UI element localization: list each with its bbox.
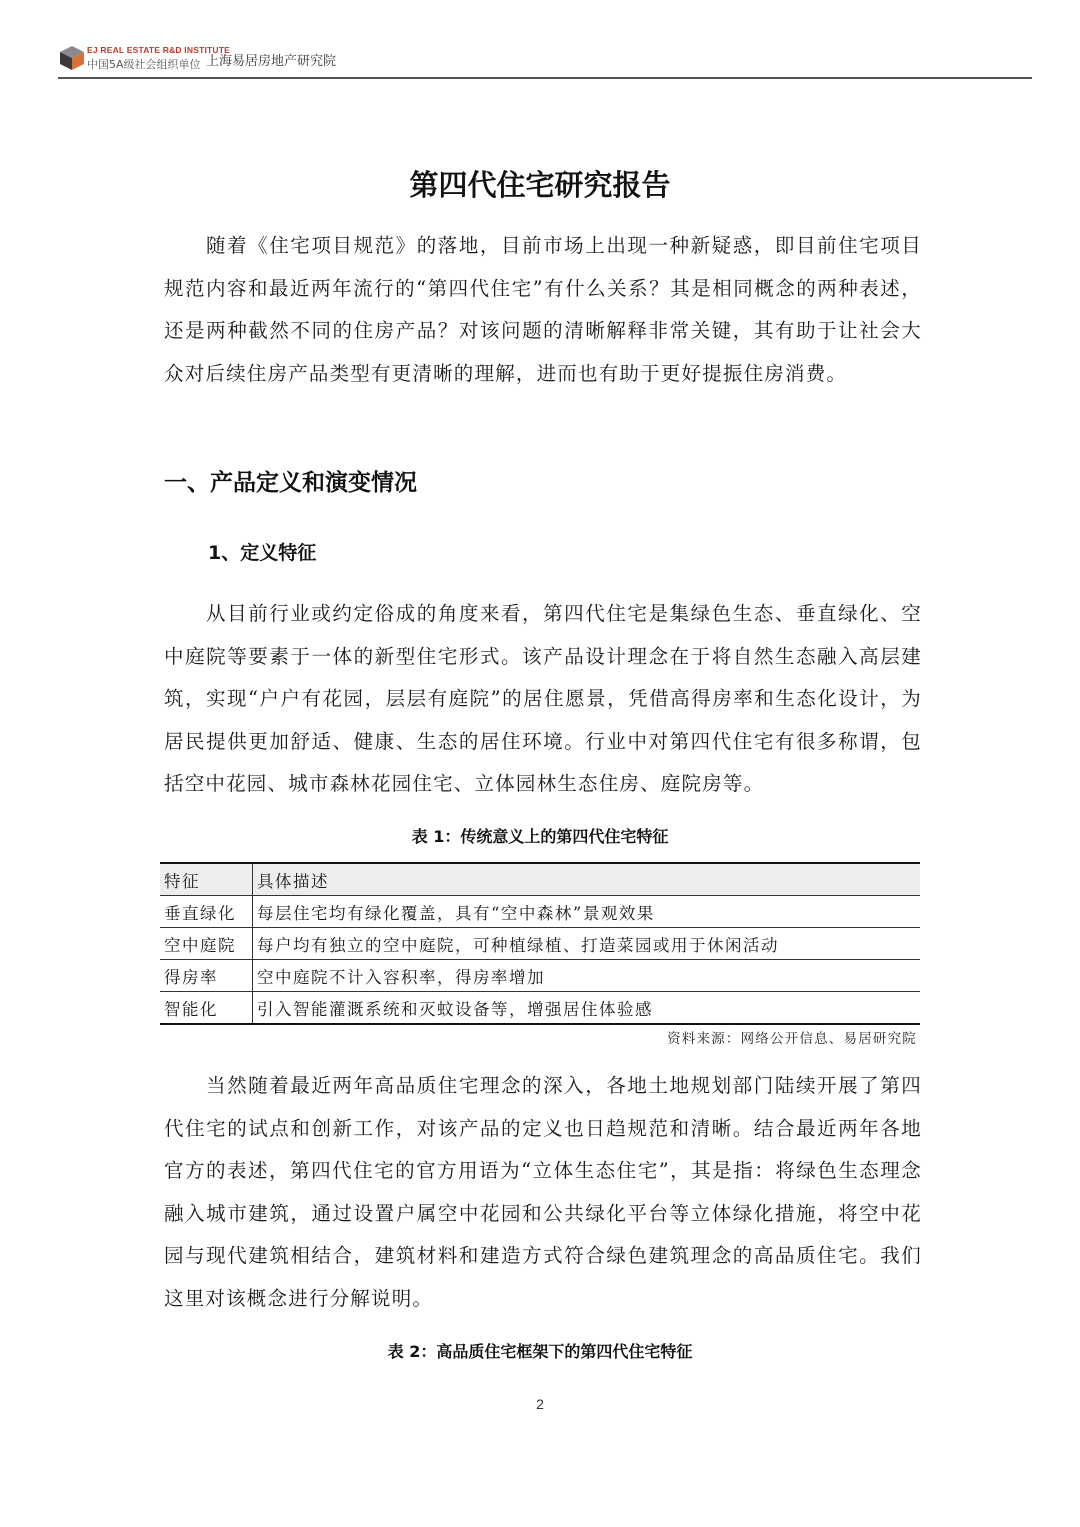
feature-cell: 得房率	[160, 960, 253, 992]
description-cell: 每户均有独立的空中庭院，可种植绿植、打造菜园或用于休闲活动	[253, 928, 921, 960]
table-row	[160, 960, 920, 992]
description-cell: 每层住宅均有绿化覆盖，具有“空中森林”景观效果	[253, 896, 921, 928]
table-source-note: 资料来源：网络公开信息、易居研究院	[667, 1031, 917, 1047]
feature-cell: 空中庭院	[160, 928, 253, 960]
cube-logo-icon	[58, 44, 86, 72]
brand-english-name: EJ REAL ESTATE R&D INSTITUTE	[87, 45, 231, 55]
section-heading: 一、产品定义和演变情况	[164, 470, 417, 496]
page-number: 2	[536, 1396, 544, 1412]
table-header-row	[160, 863, 920, 896]
subsection-heading: 1、定义特征	[208, 542, 317, 564]
table-row	[160, 992, 920, 1025]
page-header	[58, 44, 1032, 78]
column-header: 特征	[160, 863, 253, 896]
table-row	[160, 928, 920, 960]
brand-subtitle: 中国5A级社会组织单位	[87, 58, 201, 71]
description-cell: 空中庭院不计入容积率，得房率增加	[253, 960, 921, 992]
definition-paragraph: 从目前行业或约定俗成的角度来看，第四代住宅是集绿色生态、垂直绿化、空中庭院等要素于一体的新型住宅形式。该产品设计理念在于将自然生态融入高层建筑，实现“户户有花园，层层有庭院”的居住愿景，凭借高得房率和生态化设计，为居民提供更加舒适、健康、生态的居住环境。行业中对第四代住宅有很多称谓，包括空中花园、城市森林花园住宅、立体园林生态住房、庭院房等。	[164, 602, 922, 795]
institute-name: 上海易居房地产研究院	[206, 54, 337, 69]
official-definition-paragraph: 当然随着最近两年高品质住宅理念的深入，各地土地规划部门陆续开展了第四代住宅的试点和创新工作，对该产品的定义也日趋规范和清晰。结合最近两年各地官方的表述，第四代住宅的官方用语为“立体生态住宅”，其是指：将绿色生态理念融入城市建筑，通过设置户属空中花园和公共绿化平台等立体绿化措施，将空中花园与现代建筑相结合，建筑材料和建造方式符合绿色建筑理念的高品质住宅。我们这里对该概念进行分解说明。	[164, 1074, 922, 1310]
table1-caption: 表 1：传统意义上的第四代住宅特征	[411, 827, 669, 846]
table2-caption: 表 2：高品质住宅框架下的第四代住宅特征	[387, 1342, 693, 1361]
table-row	[160, 896, 920, 928]
features-table	[160, 862, 920, 1025]
feature-cell: 垂直绿化	[160, 896, 253, 928]
feature-cell: 智能化	[160, 992, 253, 1025]
report-title: 第四代住宅研究报告	[409, 168, 671, 202]
column-header: 具体描述	[253, 863, 921, 896]
description-cell: 引入智能灌溉系统和灭蚊设备等，增强居住体验感	[253, 992, 921, 1025]
header-divider	[58, 77, 1032, 79]
intro-paragraph: 随着《住宅项目规范》的落地，目前市场上出现一种新疑惑，即目前住宅项目规范内容和最近两年流行的“第四代住宅”有什么关系？其是相同概念的两种表述，还是两种截然不同的住房产品？对该问题的清晰解释非常关键，其有助于让社会大众对后续住房产品类型有更清晰的理解，进而也有助于更好提振住房消费。	[164, 234, 922, 385]
